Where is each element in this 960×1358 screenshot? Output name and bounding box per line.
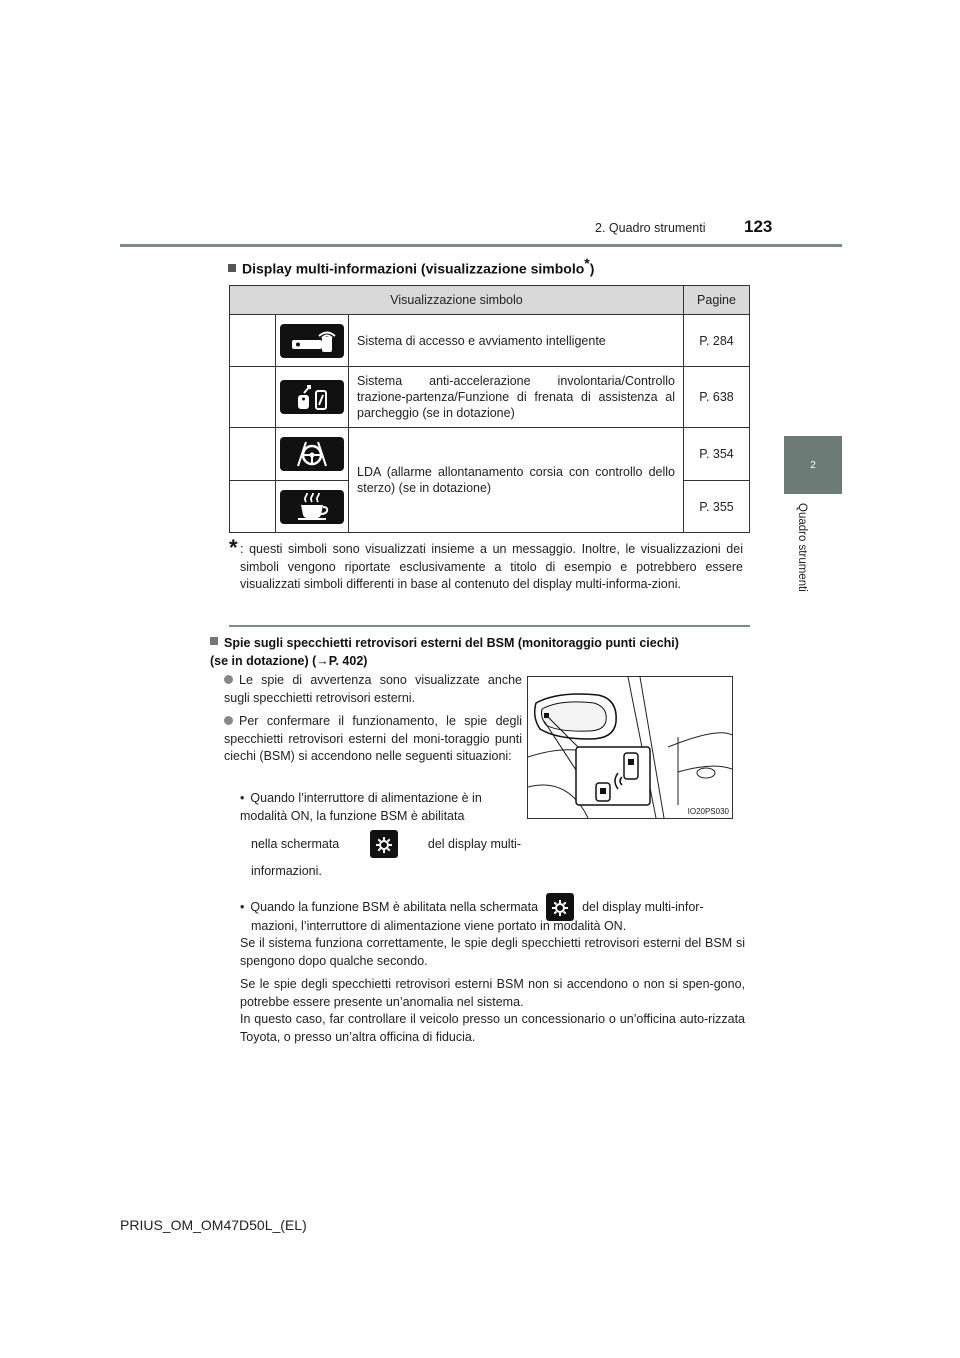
gear-settings-icon [370,830,398,858]
list-item: • Quando la funzione BSM è abilitata nella schermata del display multi-infor- [240,893,745,921]
column-header-symbol: Visualizzazione simbolo [230,286,684,315]
bullet-icon: • [240,900,245,914]
symbol-table [229,285,750,533]
section1-heading: Display multi-informazioni (visualizzazione simbolo*) [228,255,594,277]
table-cell-description: LDA (allarme allontanamento corsia con controllo dello sterzo) (se in dotazione) [349,428,684,533]
table-row [230,367,750,428]
title-asterisk: * [584,255,590,271]
table-cell-description: Sistema anti-accelerazione involontaria/Controllo trazione-partenza/Funzione di frenata di assistenza al parcheggio (se in dotazione) [349,367,684,428]
mirror-illustration [527,676,733,819]
footnote-text: : questi simboli sono visualizzati insieme a un messaggio. Inoltre, le visualizzazioni dei simboli vengono riportate esclusivamente a titolo di esempio e potrebbero essere visualizzati simboli differenti in base al contenuto del display multi-informa-zioni. [240,542,743,591]
list-item: Le spie di avvertenza sono visualizzate anche sugli specchietti retrovisori esterni. [224,673,522,705]
list-item: • Quando l’interruttore di alimentazione è in modalità ON, la funzione BSM è abilitata [240,791,482,823]
table-row [230,428,750,481]
section-title: 2. Quadro strumenti [595,221,706,235]
page-reference: P. 638 [684,367,750,428]
square-bullet-icon [210,637,218,645]
header-rule [120,244,842,247]
sub-item-text: informazioni. [251,864,322,878]
smart-key-icon [280,324,344,358]
page-reference: P. 354 [684,428,750,481]
page-reference: P. 284 [684,315,750,367]
table-header-row [230,286,750,315]
list-item: Per confermare il funzionamento, le spie degli specchietti retrovisori esterni del moni-toraggio punti ciechi (BSM) si accendono nelle seguenti situazioni: [224,714,522,763]
section2-heading: Spie sugli specchietti retrovisori esterni del BSM (monitoraggio punti ciechi) (se in dotazione) (→P. 402) [210,636,679,668]
gear-settings-icon [546,893,574,921]
bullet-dot-icon [224,675,233,684]
paragraph: Se le spie degli specchietti retrovisori esterni BSM non si accendono o non si spen-gono, potrebbe essere presente un’anomalia nel sistema. [240,977,745,1009]
section-divider [229,625,750,627]
footnote-asterisk: * [229,535,238,560]
chapter-tab [784,436,842,494]
page-number: 123 [744,217,773,236]
sub-item-text: mazioni, l’interruttore di alimentazione viene portato in modalità ON. [251,919,627,933]
bullet-dot-icon [224,716,233,725]
chapter-label: Quadro strumenti [796,503,808,592]
column-header-pages: Pagine [684,286,750,315]
document-id: PRIUS_OM_OM47D50L_(EL) [120,1217,307,1233]
steering-alert-icon [280,437,344,471]
traction-control-icon [280,380,344,414]
chapter-number: 2 [810,459,816,471]
inline-gear-line: nella schermata del display multi- [251,830,521,858]
figure-code: IO20PS030 [687,807,729,816]
arrow-icon: → [316,654,329,668]
table-row [230,315,750,367]
paragraph: Se il sistema funziona correttamente, le spie degli specchietti retrovisori esterni del BSM si spengono dopo qualche secondo. [240,936,745,968]
bullet-icon: • [240,791,245,805]
page-reference: P. 355 [684,481,750,533]
paragraph: In questo caso, far controllare il veicolo presso un concessionario o un’officina auto-rizzata Toyota, o presso un’altra officina di fiducia. [240,1012,745,1044]
table-cell-description: Sistema di accesso e avviamento intelligente [349,315,684,367]
coffee-cup-icon [280,490,344,524]
page-link[interactable]: P. 402) [328,654,368,668]
square-bullet-icon [228,264,236,272]
